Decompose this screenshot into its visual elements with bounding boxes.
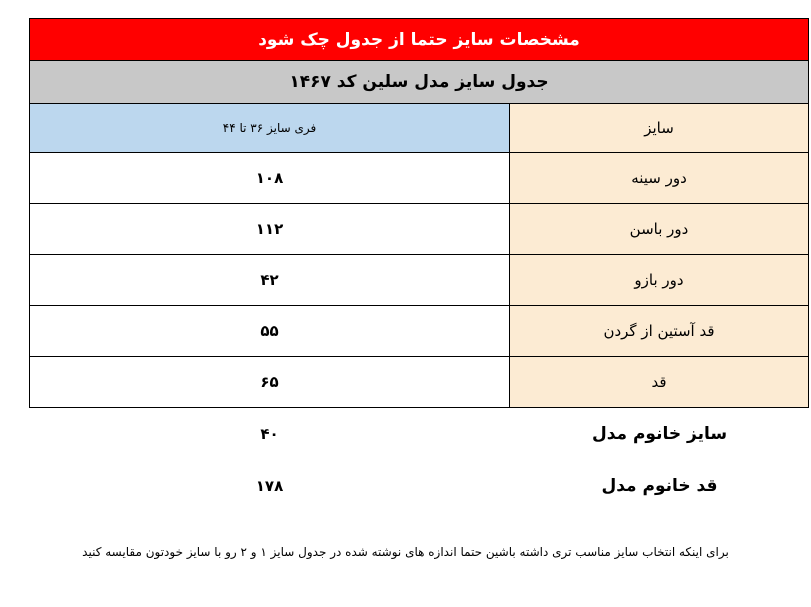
- table-row: [29, 153, 809, 204]
- row-value-sleeve: ۵۵: [30, 306, 509, 356]
- table-title-bar: [29, 18, 809, 61]
- header-label-cell: سایز: [509, 104, 808, 152]
- table-row: [29, 306, 809, 357]
- row-label-sleeve: قد آستین از گردن: [509, 306, 808, 356]
- model-height-row: [29, 460, 809, 512]
- row-label-hip: دور باسن: [509, 204, 808, 254]
- table-subtitle: جدول سایز مدل سلین کد ۱۴۶۷: [289, 72, 549, 92]
- model-size-label: سایز خانوم مدل: [591, 424, 728, 444]
- model-size-row: [29, 408, 809, 460]
- row-value-length: ۶۵: [30, 357, 509, 407]
- table-header-row: [29, 104, 809, 153]
- header-value-cell: فری سایز ۳۶ تا ۴۴: [30, 104, 509, 152]
- row-value-bust: ۱۰۸: [30, 153, 509, 203]
- row-label-arm: دور بازو: [509, 255, 808, 305]
- model-height-label: قد خانوم مدل: [601, 476, 718, 496]
- table-row: [29, 357, 809, 408]
- table-row: [29, 255, 809, 306]
- row-value-arm: ۴۲: [30, 255, 509, 305]
- row-value-hip: ۱۱۲: [30, 204, 509, 254]
- model-size-value: ۴۰: [260, 425, 279, 443]
- size-table: [29, 18, 809, 512]
- table-row: [29, 204, 809, 255]
- table-title: مشخصات سایز حتما از جدول چک شود: [258, 29, 580, 50]
- row-label-length: قد: [509, 357, 808, 407]
- row-label-bust: دور سینه: [509, 153, 808, 203]
- model-height-value: ۱۷۸: [255, 477, 284, 495]
- size-note: برای اینکه انتخاب سایز مناسب تری داشته باشین حتما اندازه های نوشته شده در جدول سایز ۱ و ۲ رو با سایز خودتون مقایسه کنید: [82, 545, 729, 559]
- table-subtitle-bar: [29, 61, 809, 104]
